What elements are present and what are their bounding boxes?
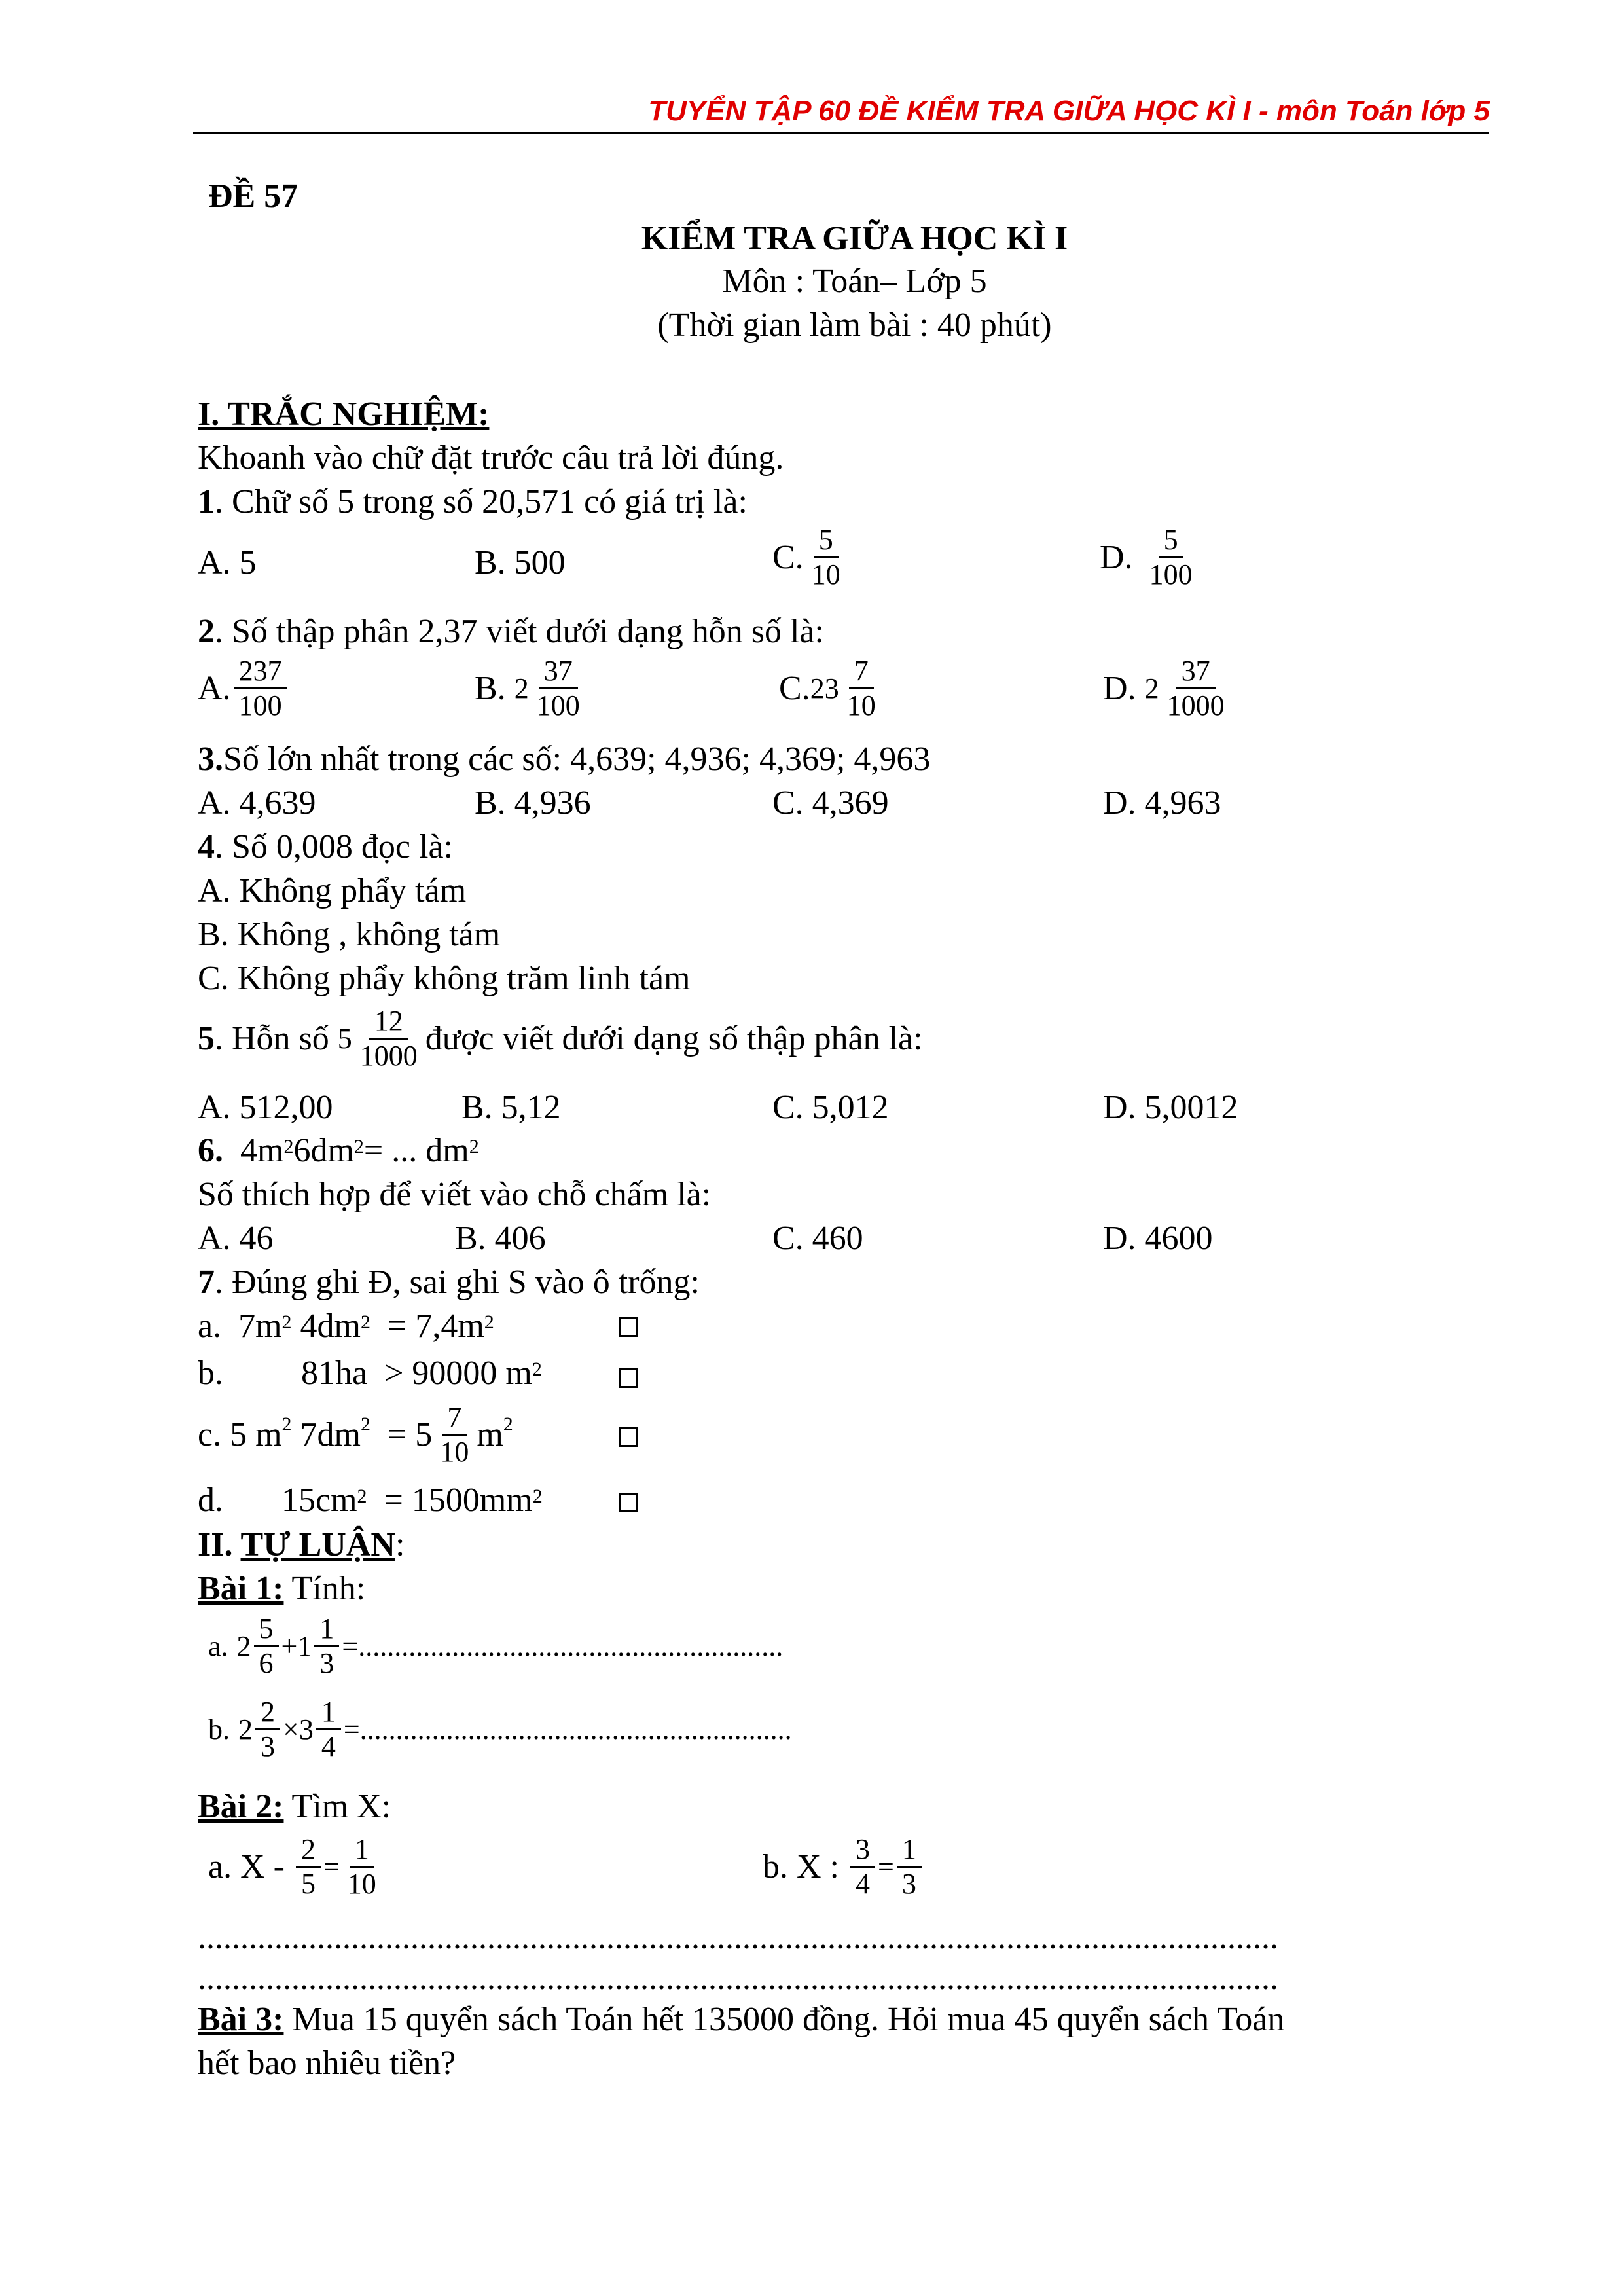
q5-option-a[interactable]: A. 512,00 <box>198 1089 333 1126</box>
exam-time: (Thời gian làm bài : 40 phút) <box>657 306 1052 344</box>
q7-a-answer-box[interactable] <box>619 1317 638 1337</box>
q4-text: 4. Số 0,008 đọc là: <box>198 828 453 866</box>
bai2-heading: Bài 2: Tìm X: <box>198 1788 391 1825</box>
q1-text: 1. Chữ số 5 trong số 20,571 có giá trị là: <box>198 483 748 520</box>
q6-subtext: Số thích hợp để viết vào chỗ chấm là: <box>198 1176 712 1213</box>
bai1-heading: Bài 1: Tính: <box>198 1570 366 1607</box>
q3-text: 3.Số lớn nhất trong các số: 4,639; 4,936; 4,369; 4,963 <box>198 740 931 778</box>
q1-option-c[interactable]: C. $\frac{5}{10}$ <box>772 524 840 591</box>
q5-text: 5 . Hỗn số 5 $\frac{12}{1000}$ được viết dưới dạng số thập phân là: <box>198 1005 923 1072</box>
q7-item-b: b. <box>198 1355 223 1392</box>
bai3-text: Bài 3: Mua 15 quyển sách Toán hết 135000 đồng. Hỏi mua 45 quyển sách Toán <box>198 2001 1285 2038</box>
q5-option-b[interactable]: B. 5,12 <box>461 1089 561 1126</box>
q3-option-b[interactable]: B. 4,936 <box>475 784 591 822</box>
bai2-answer-line-1[interactable]: ............................................................................................................................... <box>198 1919 1278 1956</box>
q5-option-d[interactable]: D. 5,0012 <box>1103 1089 1238 1126</box>
q2-option-c[interactable]: C. 23 $\frac{7}{10}$ <box>779 655 876 721</box>
q1-option-b[interactable]: B. 500 <box>475 544 566 581</box>
bai2-b: b. X : $\frac{3}{4}$ = $\frac{1}{3}$ <box>763 1833 924 1901</box>
q1-option-d[interactable]: D. $\frac{5}{100}$ <box>1100 524 1193 591</box>
q1-option-a[interactable]: A. 5 <box>198 544 257 581</box>
q2-option-b[interactable]: B. 2 $\frac{37}{100}$ <box>475 655 580 721</box>
q3-option-c[interactable]: C. 4,369 <box>772 784 889 822</box>
q2-option-a[interactable]: A. $\frac{237}{100}$ <box>198 655 290 722</box>
q6-option-c[interactable]: C. 460 <box>772 1220 863 1257</box>
q4-option-a[interactable]: A. Không phẩy tám <box>198 872 467 909</box>
q5-option-c[interactable]: C. 5,012 <box>772 1089 889 1126</box>
q7-c-answer-box[interactable] <box>619 1427 638 1447</box>
header-rule <box>193 132 1489 134</box>
bai2-answer-line-2[interactable]: ............................................................................................................................... <box>198 1959 1278 1997</box>
bai2-a: a. X - $\frac{2}{5}$ = $\frac{1}{10}$ <box>208 1833 376 1900</box>
q2-option-d[interactable]: D. 2 $\frac{37}{1000}$ <box>1103 655 1225 721</box>
exam-subject: Môn : Toán– Lớp 5 <box>722 263 987 300</box>
q7-d-answer-box[interactable] <box>619 1493 638 1512</box>
q6-option-b[interactable]: B. 406 <box>455 1220 546 1257</box>
q7-item-b-expr: 81ha > 90000 $m^2$ <box>301 1355 542 1392</box>
q7-item-d-expr: $15cm^2 = 1500mm^2$ <box>281 1482 543 1519</box>
exam-title: KIỂM TRA GIỮA HỌC KÌ I <box>641 220 1068 257</box>
q3-option-d[interactable]: D. 4,963 <box>1103 784 1221 822</box>
q3-option-a[interactable]: A. 4,639 <box>198 784 316 822</box>
exam-number: ĐỀ 57 <box>208 177 298 215</box>
bai1-a: a. 2 $\frac{5}{6}$ + 1 $\frac{1}{3}$ = ........................................................... <box>208 1613 784 1679</box>
q7-item-a: a. $7m^2$ $4dm^2 = 7,4m^2$ <box>198 1307 494 1345</box>
part1-heading: I. TRẮC NGHIỆM: <box>198 395 490 433</box>
bai3-text-2: hết bao nhiêu tiền? <box>198 2045 456 2082</box>
q4-option-c[interactable]: C. Không phẩy không trăm linh tám <box>198 960 691 997</box>
q7-item-d: d. <box>198 1482 223 1519</box>
q2-text: 2. Số thập phân 2,37 viết dưới dạng hỗn số là: <box>198 613 824 650</box>
bai1-b: b. 2 $\frac{2}{3}$ × 3 $\frac{1}{4}$ = ............................................................ <box>208 1696 792 1762</box>
q4-option-b[interactable]: B. Không , không tám <box>198 916 501 953</box>
q7-item-c: c. 5 m $^2$ 7dm $^2$ = 5 $\frac{7}{10}$ m $^2$ <box>198 1401 513 1468</box>
q7-text: 7. Đúng ghi Đ, sai ghi S vào ô trống: <box>198 1264 700 1301</box>
q6-option-d[interactable]: D. 4600 <box>1103 1220 1213 1257</box>
q6-text: 6. $4m^26dm^2=$ ... $dm^2$ <box>198 1132 479 1169</box>
q7-b-answer-box[interactable] <box>619 1368 638 1388</box>
q6-option-a[interactable]: A. 46 <box>198 1220 274 1257</box>
part2-heading: II. TỰ LUẬN: <box>198 1526 405 1563</box>
part1-instruction: Khoanh vào chữ đặt trước câu trả lời đúng. <box>198 439 784 477</box>
running-header: TUYỂN TẬP 60 ĐỀ KIỂM TRA GIỮA HỌC KÌ I - môn Toán lớp 5 <box>648 95 1490 127</box>
